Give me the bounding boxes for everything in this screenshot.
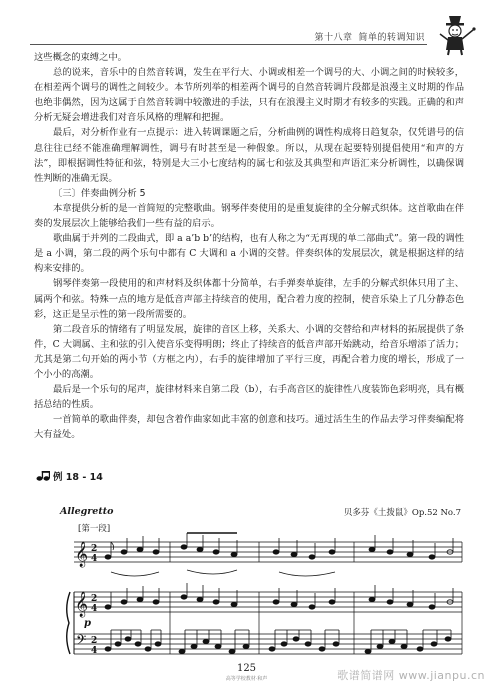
dynamic-marking: p <box>84 618 91 629</box>
watermark: 歌谱简谱网 www.jianpu.cn <box>337 669 485 682</box>
paragraph: 歌曲属于并列的二段曲式，即 a a’b b’的结构，也有人称之为“无再现的单二部曲式”。第一段的调性是 a 小调，第二段的两个乐句中都有 C 大调和 a 小调的交替。伴奏织体的发展层次，就是根据这样的结构来安排的。 <box>34 233 464 275</box>
svg-text:𝄞: 𝄞 <box>75 592 89 617</box>
section-mark: [第一段] <box>78 524 111 534</box>
paragraph: 钢琴伴奏第一段使用的和声材料及织体都十分简单，右手弹奏单旋律，左手的分解式织体只用了主、属两个和弦。特殊一点的地方是低音声部主持续音的使用，配合着力度的控制，使音乐染上了几分静态色彩，这正是呈示性的第一段所需要的。 <box>34 278 464 320</box>
voice-notes <box>105 533 453 576</box>
svg-text:4: 4 <box>91 604 98 614</box>
treble-clef-icon <box>75 541 88 617</box>
svg-text:4: 4 <box>91 646 98 656</box>
piano-right-hand-notes <box>105 583 453 609</box>
music-score <box>54 530 464 660</box>
double-note-icon <box>36 471 50 481</box>
section-heading: 〔三〕伴奏曲例分析 5 <box>53 187 146 199</box>
header-rule <box>30 44 427 45</box>
svg-text:4: 4 <box>91 554 98 564</box>
score-header <box>60 506 461 520</box>
svg-text:2: 2 <box>91 544 98 554</box>
example-number: 例 18 - 14 <box>53 472 103 483</box>
page-number: 125 <box>236 663 257 674</box>
body-text <box>34 50 464 442</box>
time-signature <box>91 544 97 656</box>
paragraph: 本章提供分析的是一首简短的完整歌曲。钢琴伴奏使用的是重复旋律的全分解式织体。这首歌曲在伴奏的发展层次上能够给我们一些有益的启示。 <box>34 202 464 230</box>
paragraph: 最后，对分析作业有一点提示：进入转调课题之后，分析曲例的调性构成将日趋复杂，仅凭谱号的信息往往已经不能准确理解调性，调号有时甚至是一种假象。所以，从现在起要特别提倡使用“和声的方法”，即根据调性特征和弦，特别是大三小七度结构的属七和弦及其典型和声语汇来分析调性，以确保调性判断的准确无误。 <box>34 127 464 184</box>
page-header <box>30 10 483 50</box>
paragraph: 最后是一个乐句的尾声，旋律材料来自第二段（b），右手高音区的旋律性八度装饰色彩明亮，具有概括总结的性质。 <box>34 384 464 411</box>
page-footer-note: 高等学校教材·和声 <box>225 676 268 682</box>
chapter-title: 简单的转调知识 <box>358 33 425 43</box>
svg-text:2: 2 <box>91 636 98 646</box>
paragraph: 一首简单的歌曲伴奏，却包含着作曲家如此丰富的创意和技巧。通过活生生的作品去学习伴奏编配将大有益处。 <box>34 414 464 441</box>
paragraph: 总的说来，音乐中的自然音转调，发生在平行大、小调或相差一个调号的大、小调之间的时候较多，在相差两个调号的调性之间较少。本节所列举的相差两个调号的自然音转调片段都是浪漫主义时期的作品也绝非偶然，因为这属于自然音转调中较激进的手法，只有在浪漫主义时期才有较多的实践。正确的和声分析无疑会增进我们对音乐风格的理解和把握。 <box>34 67 464 124</box>
tempo-marking: Allegretto <box>60 506 114 517</box>
piano-left-hand-notes <box>105 630 451 654</box>
example-label <box>36 469 103 483</box>
svg-text:2: 2 <box>91 594 98 604</box>
bass-clef-icon <box>76 632 86 651</box>
paragraph-continued: 这些概念的束缚之中。 <box>34 52 127 63</box>
svg-text:𝄢: 𝄢 <box>76 632 87 651</box>
score-source: 贝多芬《土拨鼠》Op.52 No.7 <box>343 508 461 518</box>
running-head <box>314 30 425 43</box>
svg-text:𝄞: 𝄞 <box>75 542 89 567</box>
chapter-number: 第十八章 <box>314 33 353 43</box>
paragraph: 第二段音乐的情绪有了明显发展，旋律的音区上移，关系大、小调的交替给和声材料的拓展提供了条件，C 大调属、主和弦的引入使音乐变得明朗；终止了持续音的低音声部开始跳动，给音乐增添了活力；尤其是第二句开始的两小节（方框之内），右手的旋律增加了平行三度，再配合着力度的增长，形成了一个小小的高潮。 <box>34 323 464 380</box>
